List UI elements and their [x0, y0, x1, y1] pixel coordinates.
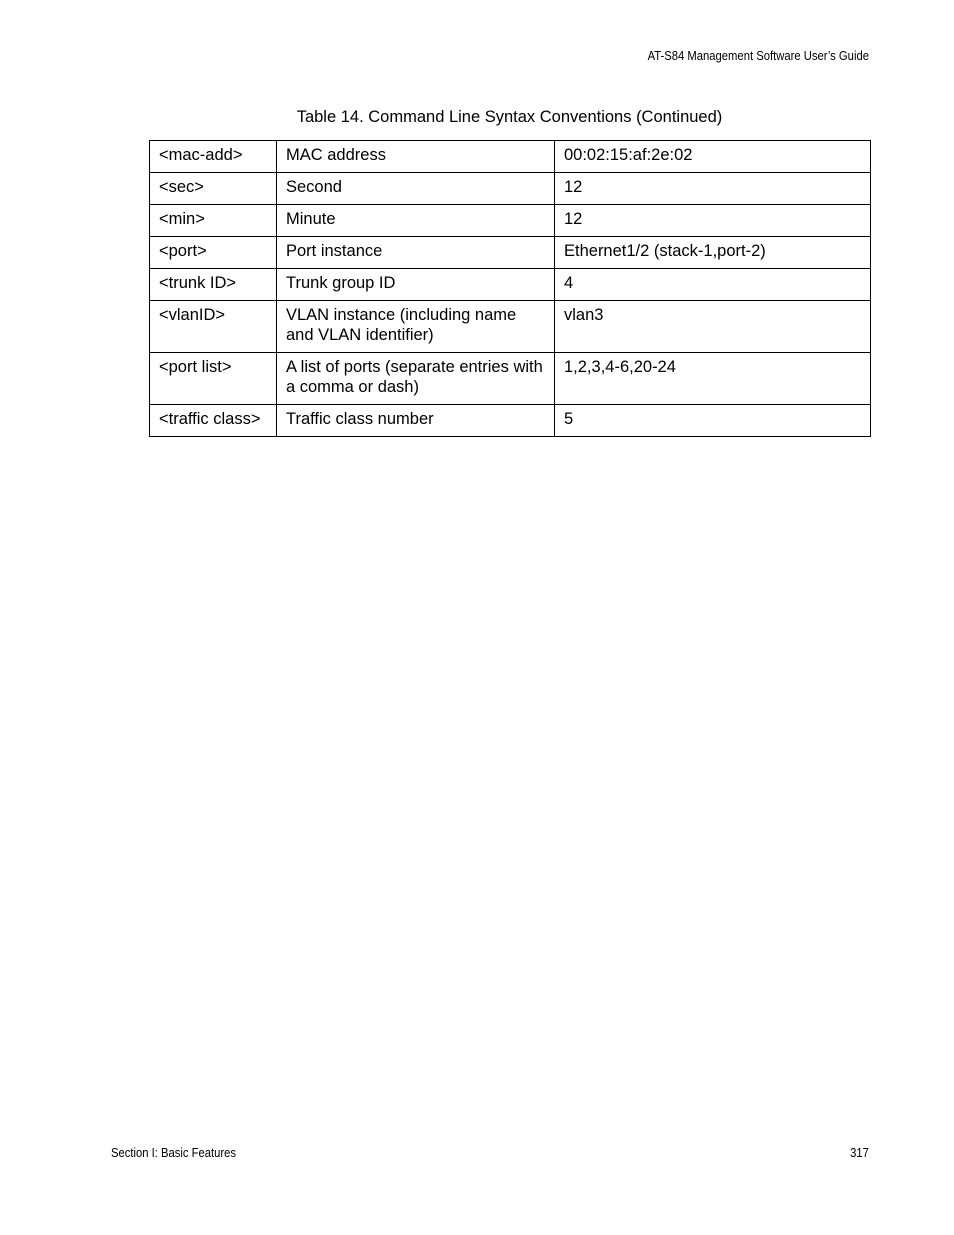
syntax-cell: <traffic class>	[150, 405, 277, 437]
page-number: 317	[850, 1146, 869, 1160]
example-cell: 4	[555, 269, 871, 301]
example-cell: 00:02:15:af:2e:02	[555, 141, 871, 173]
example-cell: Ethernet1/2 (stack-1,port-2)	[555, 237, 871, 269]
example-cell: 1,2,3,4-6,20-24	[555, 353, 871, 405]
description-cell: VLAN instance (including name and VLAN identifier)	[277, 301, 555, 353]
syntax-cell: <trunk ID>	[150, 269, 277, 301]
footer-section-title: Section I: Basic Features	[111, 1146, 237, 1160]
running-header: AT-S84 Management Software User’s Guide	[647, 49, 869, 63]
description-cell: A list of ports (separate entries with a comma or dash)	[277, 353, 555, 405]
table-row	[150, 405, 871, 437]
table-row	[150, 141, 871, 173]
example-cell: 12	[555, 173, 871, 205]
syntax-cell: <port list>	[150, 353, 277, 405]
syntax-cell: <mac-add>	[150, 141, 277, 173]
example-cell: 12	[555, 205, 871, 237]
description-cell: Traffic class number	[277, 405, 555, 437]
description-cell: Minute	[277, 205, 555, 237]
syntax-cell: <sec>	[150, 173, 277, 205]
syntax-conventions-table	[149, 140, 871, 437]
example-cell: vlan3	[555, 301, 871, 353]
table-row	[150, 353, 871, 405]
description-cell: MAC address	[277, 141, 555, 173]
table-caption: Table 14. Command Line Syntax Conventions (Continued)	[296, 108, 723, 126]
table-row	[150, 173, 871, 205]
description-cell: Second	[277, 173, 555, 205]
description-cell: Trunk group ID	[277, 269, 555, 301]
syntax-cell: <min>	[150, 205, 277, 237]
table-row	[150, 269, 871, 301]
example-cell: 5	[555, 405, 871, 437]
syntax-cell: <vlanID>	[150, 301, 277, 353]
table-row	[150, 205, 871, 237]
table-row	[150, 237, 871, 269]
description-cell: Port instance	[277, 237, 555, 269]
syntax-cell: <port>	[150, 237, 277, 269]
table-row	[150, 301, 871, 353]
